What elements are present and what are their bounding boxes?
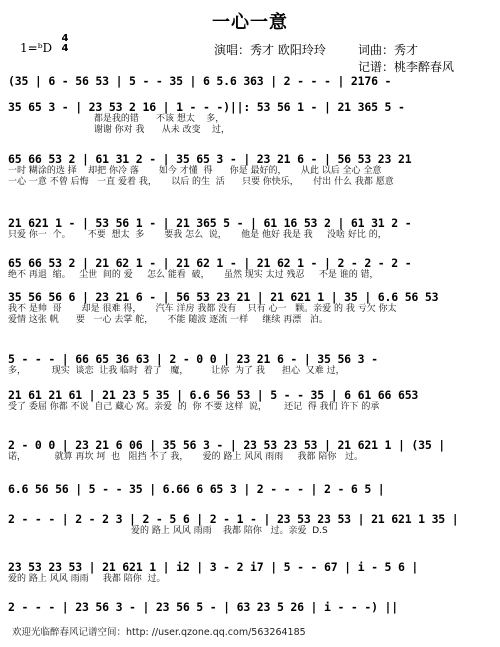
notes-line-8: 21 61 21 61 | 21 23 5 35 | 6.6 56 53 | 5 - - 35 | 6 61 66 653: [8, 388, 419, 402]
score-line-13: [8, 600, 494, 614]
lyrics-line-2: 都是我的错 不该 想太 多， 谢谢 你对 我 从未 改变 过，: [93, 114, 231, 135]
notes-line-7: 5 - - - | 66 65 36 63 | 2 - 0 0 | 23 21 6 - | 35 56 3 -: [8, 352, 378, 366]
page-title: 一心一意: [212, 12, 288, 33]
score-line-12: [8, 560, 494, 585]
transcriber-credit: 记谱：桃李醉春风: [358, 60, 455, 74]
score-line-7: [8, 352, 494, 377]
composer-credit: 词曲：秀才: [358, 43, 419, 57]
lyrics-line-6: 我不 是帅 哥 却是 很难 得， 汽车 洋房 我都 没有 只有 心一 颗。亲爱 的 我 亏欠 你太 爱情 这张 帆 要 一心 去掌 舵， 不能 随波 逐流 一样 继续 再漂 泊。: [8, 304, 397, 325]
score-line-4: [8, 216, 494, 241]
notes-line-2: 35 65 3 - | 23 53 2 16 | 1 - - -)||: 53 56 1 - | 21 365 5 -: [8, 100, 405, 114]
notes-line-4: 21 621 1 - | 53 56 1 - | 21 365 5 - | 61 16 53 2 | 61 31 2 -: [8, 216, 412, 230]
notes-line-12: 23 53 23 53 | 21 621 1 | i2 | 3 - 2 i7 | 5 - - 67 | i - 5 6 |: [8, 560, 419, 574]
key-signature: 1=ᵇD: [20, 41, 53, 55]
score-line-6: [8, 290, 494, 326]
singer-credit: 演唱：秀才 欧阳玲玲: [214, 43, 326, 57]
time-signature-top: 4: [61, 33, 69, 44]
notes-line-9: 2 - 0 0 | 23 21 6 06 | 35 56 3 - | 23 53 23 53 | 21 621 1 | (35 |: [8, 438, 446, 452]
lyrics-line-11: 爱的 路上 风风 雨雨 我都 陪你 过。亲爱 D.S: [8, 526, 328, 536]
score-line-1: [8, 74, 494, 88]
lyrics-line-5: 绝不 再退 缩。 尘世 间的 爱 怎么 能看 破， 虽然 现实 太过 残忍 不是 谁的 错，: [8, 270, 379, 280]
score-line-8: [8, 388, 494, 413]
lyrics-line-8: 受了 委屈 你都 不说 自己 藏心 窝。亲爱 的 你 不要 这样 说， 还记 得 我们 许下 的承: [8, 402, 380, 412]
score-line-11: [8, 512, 494, 537]
lyrics-line-12: 爱的 路上 风风 雨雨 我都 陪你 过。: [8, 574, 166, 584]
score-line-10: [8, 482, 494, 496]
notes-line-10: 6.6 56 56 | 5 - - 35 | 6.66 6 65 3 | 2 - - - | 2 - 6 5 |: [8, 482, 385, 496]
lyrics-line-7: 多， 现实 谈恋 让我 临时 着了 魔， 让你 为了 我 担心 又难 过，: [8, 366, 345, 376]
notes-line-11: 2 - - - | 2 - 2 3 | 2 - 5 6 | 2 - 1 - | 23 53 23 53 | 21 621 1 35 |: [8, 512, 459, 526]
notes-line-5: 65 66 53 2 | 21 62 1 - | 21 62 1 - | 21 62 1 - | 2 - 2 - 2 -: [8, 256, 412, 270]
score-line-5: [8, 256, 494, 281]
score-line-9: [8, 438, 494, 463]
notes-line-1: (35 | 6 - 56 53 | 5 - - 35 | 6 5.6 363 | 2 - - - | 2176 -: [8, 74, 392, 88]
notes-line-13: 2 - - - | 23 56 3 - | 23 56 5 - | 63 23 5 26 | i - - -) ||: [8, 600, 398, 614]
notes-line-6: 35 56 56 6 | 23 21 6 - | 56 53 23 21 | 21 621 1 | 35 | 6.6 56 53: [8, 290, 439, 304]
lyrics-line-4: 只爱 你一 个。 不要 想太 多 要我 怎么 说， 他是 他好 我是 我 没啥 好比 的，: [8, 230, 387, 240]
notes-line-3: 65 66 53 2 | 61 31 2 - | 35 65 3 - | 23 21 6 - | 56 53 23 21: [8, 152, 412, 166]
lyrics-line-9: 诺， 就算 再坎 坷 也 阻挡 不了 我， 爱的 路上 风风 雨雨 我都 陪你 过。: [8, 452, 363, 462]
time-signature-bottom: 4: [61, 43, 69, 54]
score-line-3: [8, 152, 494, 188]
score-line-2: [8, 100, 494, 136]
lyrics-line-3: 一时 糊涂的选 择 却把 你冷 落 如今 才懂 得 你是 最好的， 从此 以后 全心 全意 一心 一意 不曾 后悔 一直 爱着 我， 以后 的生 活 只要 你快乐， 付出 什么 我都 愿意: [8, 166, 394, 187]
time-signature: [60, 34, 70, 54]
footer-note: 欢迎光临醉春风记谱空间：http: //user.qzone.qq.com/563264185: [12, 627, 306, 638]
